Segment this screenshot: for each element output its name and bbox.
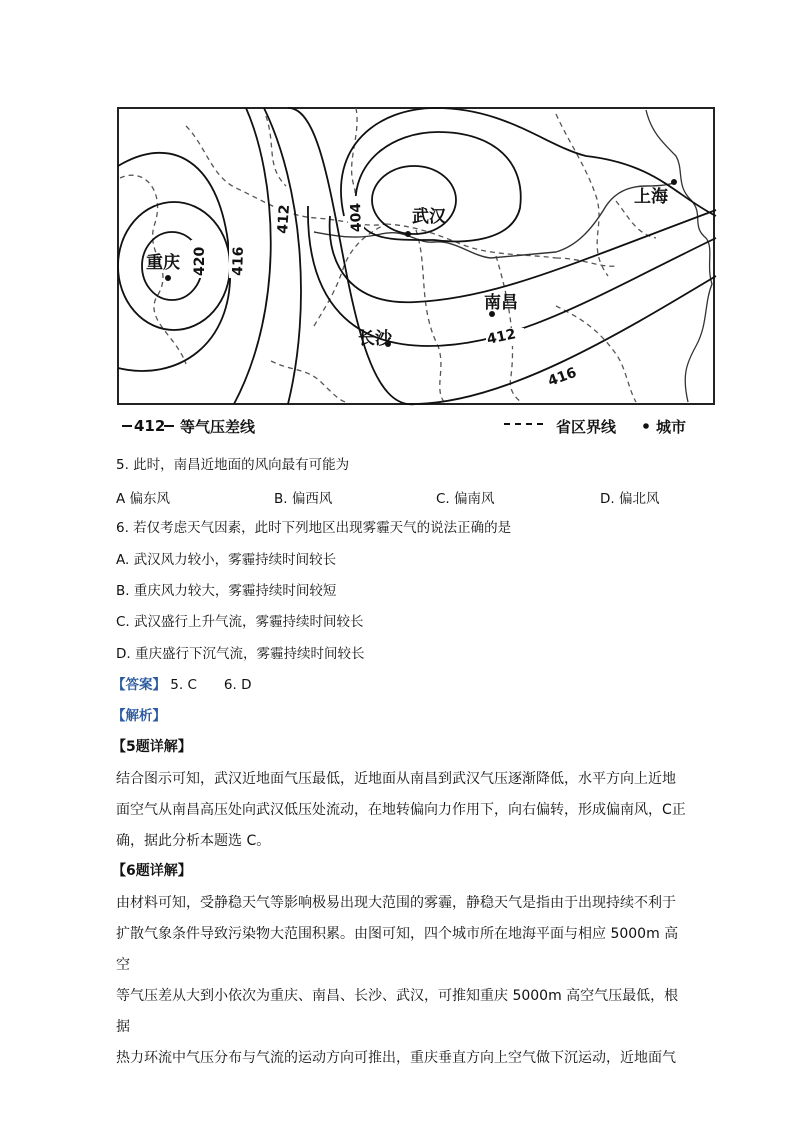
answer-tag: 【答案】 [112,677,166,693]
map-legend [122,417,686,436]
analysis-tag: 【解析】 [112,708,166,724]
city-dot-shanghai [671,179,677,185]
city-label-chongqing: 重庆 [146,253,180,273]
legend-isobar-sample: 412 [134,417,166,435]
sec6-line: 等气压差从大到小依次为重庆、南昌、长沙、武汉，可推知重庆 5000m 高空气压最低，根据 [116,988,679,1035]
isobar-map-figure [116,106,718,440]
q6-option-b[interactable]: B. 重庆风力较大，雾霾持续时间较短 [116,583,337,599]
city-dot-chongqing [165,275,171,281]
q6-option-a[interactable]: A. 武汉风力较小，雾霾持续时间较长 [116,552,337,568]
sec5-title: 【5题详解】 [112,739,192,755]
city-label-wuhan: 武汉 [412,207,446,227]
isobar-label-416-west: 416 [230,246,248,277]
sec6-line: 扩散气象条件导致污染物大范围积累。由图可知，四个城市所在地海平面与相应 5000m 高空 [116,926,679,973]
legend-city-dot [643,423,649,429]
isobar-label-412-south: 412 [485,326,518,348]
isobar-map [116,106,718,440]
legend-boundary-label: 省区界线 [556,418,617,436]
city-dot-wuhan [405,231,411,237]
sec5-paragraph [116,764,688,857]
q6-stem: 6. 若仅考虑天气因素，此时下列地区出现雾霾天气的说法正确的是 [116,520,512,536]
q5-options [116,487,696,507]
sec6-paragraph [116,888,688,1074]
city-label-nanchang: 南昌 [484,293,518,313]
city-label-shanghai: 上海 [634,187,668,207]
sec5-line: 结合图示可知，武汉近地面气压最低，近地面从南昌到武汉气压逐渐降低，水平方向上近地 [116,771,676,787]
legend-isobar-label: 等气压差线 [180,418,256,436]
city-label-changsha: 长沙 [358,329,392,349]
isobar-label-412-west: 412 [275,203,294,235]
answer-text: 5. C 6. D [170,677,252,693]
sec5-line: 确，据此分析本题选 C。 [116,833,271,849]
sec6-line: 热力环流中气压分布与气流的运动方向可推出，重庆垂直方向上空气做下沉运动，近地面气 [116,1050,676,1066]
q6-option-d[interactable]: D. 重庆盛行下沉气流，雾霾持续时间较长 [116,646,365,662]
q5-option-a[interactable]: A 偏东风 [116,491,171,507]
legend-city-label: 城市 [656,418,687,436]
q5-option-b[interactable]: B. 偏西风 [274,491,333,507]
answer-line [112,676,251,694]
isobar-label-416-south: 416 [545,364,579,390]
q5-option-d[interactable]: D. 偏北风 [600,491,660,507]
isobar-label-404: 404 [347,202,365,233]
q5-option-c[interactable]: C. 偏南风 [436,491,495,507]
isobar-label-420: 420 [192,246,208,276]
q5-stem: 5. 此时，南昌近地面的风向最有可能为 [116,457,350,473]
sec6-line: 由材料可知，受静稳天气等影响极易出现大范围的雾霾，静稳天气是指由于出现持续不利于 [116,895,676,911]
sec5-line: 面空气从南昌高压处向武汉低压处流动，在地转偏向力作用下，向右偏转，形成偏南风，C正 [116,802,686,818]
sec6-title: 【6题详解】 [112,863,192,879]
q6-option-c[interactable]: C. 武汉盛行上升气流，雾霾持续时间较长 [116,614,364,630]
